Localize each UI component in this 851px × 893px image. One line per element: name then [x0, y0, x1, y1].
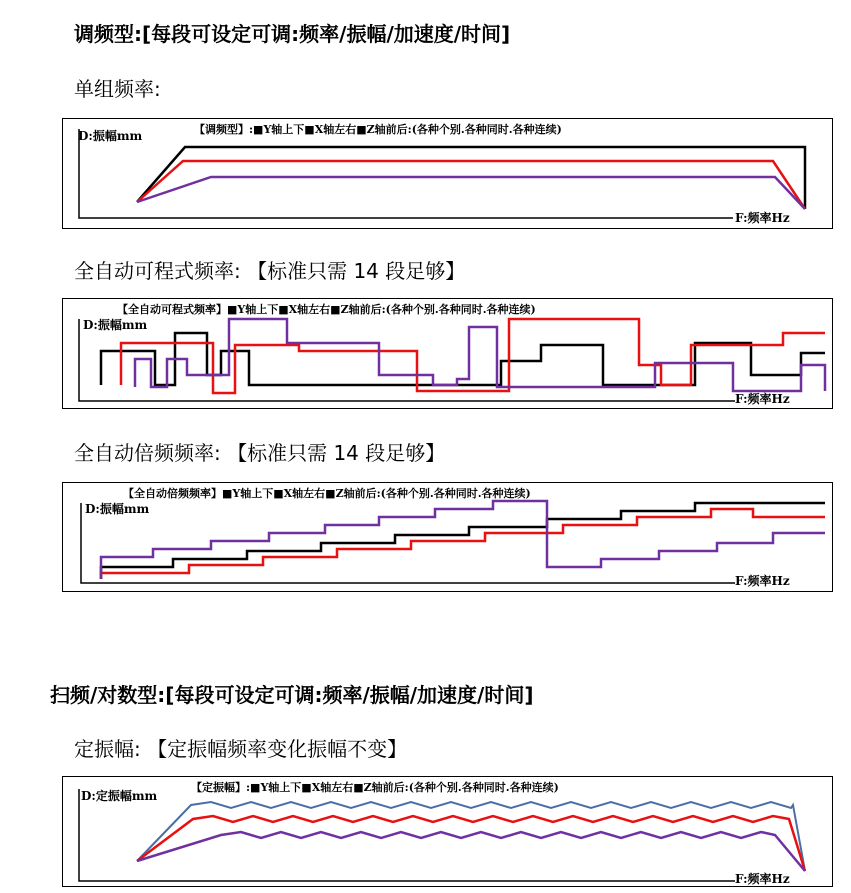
x-axis-label: F:频率Hz: [735, 392, 790, 406]
diagram-programmable-frequency: [62, 298, 833, 409]
y-axis-label: D:振幅mm: [85, 502, 150, 516]
black-series-line: [101, 333, 825, 385]
purple-series-line: [135, 319, 825, 391]
purple-series-line: [137, 832, 805, 871]
subtitle-single-frequency: 单组频率:: [74, 77, 161, 101]
y-axis-label: D:定振幅mm: [81, 789, 158, 803]
x-axis-label: F:频率Hz: [735, 872, 790, 886]
subtitle-programmable-frequency: 全自动可程式频率: 【标准只需 14 段足够】: [74, 259, 466, 283]
purple-series-line: [137, 177, 805, 209]
diagram-constant-amplitude: [62, 776, 833, 887]
axes: [79, 129, 733, 218]
x-axis-label: F:频率Hz: [735, 211, 790, 225]
diagram-multiple-frequency: [62, 482, 833, 592]
panel-caption: 【调频型】:■Y轴上下■X轴左右■Z轴前后:(各种个别.各种同时.各种连续): [194, 123, 562, 136]
red-series-line: [137, 161, 805, 209]
subtitle-constant-amplitude: 定振幅: 【定振幅频率变化振幅不变】: [74, 737, 408, 761]
y-axis-label: D:振幅mm: [78, 129, 143, 143]
subtitle-multiple-frequency: 全自动倍频频率: 【标准只需 14 段足够】: [74, 441, 446, 465]
x-axis-label: F:频率Hz: [735, 574, 790, 588]
panel-caption: 【定振幅】:■Y轴上下■X轴左右■Z轴前后:(各种个别.各种同时.各种连续): [191, 781, 559, 794]
red-series-line: [137, 816, 805, 871]
panel-caption: 【全自动倍频频率】■Y轴上下■X轴左右■Z轴前后:(各种个别.各种同时.各种连续): [123, 487, 531, 500]
section-heading-sweep: 扫频/对数型:[每段可设定可调:频率/振幅/加速度/时间]: [50, 683, 534, 707]
diagram-single-frequency: [62, 118, 833, 229]
red-series-line: [121, 319, 825, 393]
axes: [81, 503, 735, 583]
panel-caption: 【全自动可程式频率】■Y轴上下■X轴左右■Z轴前后:(各种个别.各种同时.各种连续): [117, 303, 536, 316]
y-axis-label: D:振幅mm: [83, 318, 148, 332]
section-heading-fm: 调频型:[每段可设定可调:频率/振幅/加速度/时间]: [74, 22, 511, 46]
